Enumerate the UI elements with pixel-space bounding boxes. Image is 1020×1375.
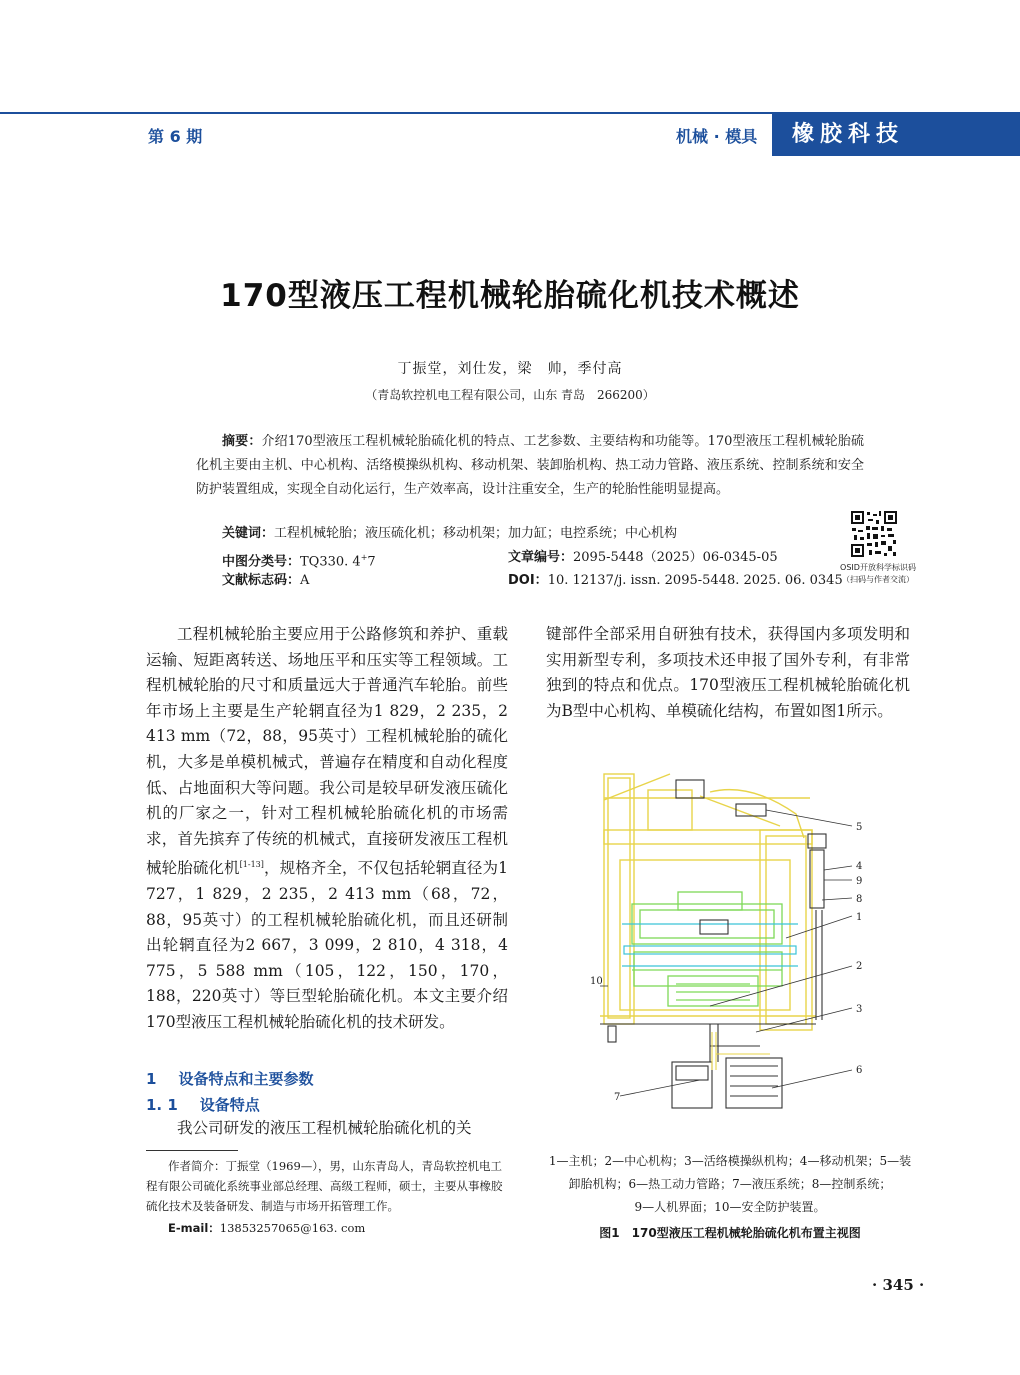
callout-2: 2 xyxy=(856,961,863,972)
figure-1-drawing xyxy=(560,770,880,1115)
callout-8: 8 xyxy=(856,894,863,905)
section-label: 机械 · 模具 xyxy=(676,127,758,146)
section-number: 1 xyxy=(146,1070,157,1088)
clc-tail: 7 xyxy=(367,554,376,570)
figure-title: 图1 170型液压工程机械轮胎硫化机布置主视图 xyxy=(599,1226,861,1240)
figure-legend-line1: 1—主机；2—中心机构；3—活络模操纵机构；4—移动机架；5—装 xyxy=(548,1154,912,1168)
author-list: 丁振堂，刘仕发，梁 帅，季付高 xyxy=(397,361,623,377)
callout-6: 6 xyxy=(856,1065,863,1076)
doi-value: 10. 12137/j. issn. 2095-5448. 2025. 06. 0345 xyxy=(547,573,843,588)
qr-caption-line1: OSID开放科学标识码 xyxy=(840,563,916,572)
section-title: 设备特点和主要参数 xyxy=(178,1070,314,1088)
subsection-title: 设备特点 xyxy=(199,1096,260,1114)
intro-text-a: 工程机械轮胎主要应用于公路修筑和养护、重载运输、短距离转送、场地压平和压实等工程领域。工程机械轮胎的尺寸和质量远大于普通汽车轮胎。前些年市场上主要是生产轮辋直径为1 829，2 235，2 413 mm（72，88，95英寸）工程机械轮胎的硫化机，大多是单模机械式，普遍存在精度和自动化程度低、占地面积大等问题。我公司是较早研发液压硫化机的厂家之一，针对工程机械轮胎硫化机的市场需求，首先摈弃了传统的机械式，直接研发液压工程机械轮胎硫化机 xyxy=(146,625,508,878)
body-left-column xyxy=(146,622,508,1036)
clc-sup: + xyxy=(360,553,368,562)
reference-citation[interactable]: [1-13] xyxy=(239,860,264,870)
issue-label: 第 6 期 xyxy=(148,127,203,146)
article-no-value: 2095-5448（2025）06-0345-05 xyxy=(573,550,778,565)
doi-label: DOI： xyxy=(508,573,548,588)
footnote-rule xyxy=(146,1150,238,1151)
abstract xyxy=(196,430,864,502)
abstract-text: 介绍170型液压工程机械轮胎硫化机的特点、工艺参数、主要结构和功能等。170型液压工程机械轮胎硫化机主要由主机、中心机构、活络模操纵机构、移动机架、装卸胎机构、热工动力管路、液压系统、控制系统和安全防护装置组成，实现全自动化运行，生产效率高，设计注重安全，生产的轮胎性能明显提高。 xyxy=(196,434,864,497)
callout-1: 1 xyxy=(856,912,863,923)
keywords xyxy=(222,524,677,544)
clc-number xyxy=(222,548,376,572)
article-number xyxy=(508,548,778,568)
email-label: E-mail： xyxy=(168,1221,220,1235)
qr-caption-line2: （扫码与作者交流） xyxy=(842,575,914,584)
article-title: 170型液压工程机械轮胎硫化机技术概述 xyxy=(220,278,800,314)
callout-leaders xyxy=(600,810,852,1096)
platen-lines xyxy=(622,924,798,966)
keywords-text: 工程机械轮胎；液压硫化机；移动机架；加力缸；电控系统；中心机构 xyxy=(274,526,678,541)
document-code xyxy=(222,571,309,591)
subsection-number: 1. 1 xyxy=(146,1096,178,1114)
features-paragraph: 我公司研发的液压工程机械轮胎硫化机的关 xyxy=(177,1119,472,1137)
keywords-label: 关键词： xyxy=(222,526,275,541)
affiliation: （青岛软控机电工程有限公司，山东 青岛 266200） xyxy=(365,388,655,402)
doc-code-value: A xyxy=(300,573,310,588)
abstract-label: 摘要： xyxy=(222,434,262,449)
email-value[interactable]: 13853257065@163. com xyxy=(219,1221,366,1235)
section-heading-1 xyxy=(146,1068,313,1089)
figure-legend xyxy=(540,1150,920,1219)
author-email xyxy=(168,1220,365,1236)
journal-name: 橡胶科技 xyxy=(772,114,1020,156)
body-right-column xyxy=(546,622,910,724)
callout-7: 7 xyxy=(614,1092,621,1103)
qr-code[interactable] xyxy=(850,510,898,558)
callout-5: 5 xyxy=(856,822,863,833)
callout-3: 3 xyxy=(856,1004,863,1015)
author-bio: 作者简介：丁振堂（1969—），男，山东青岛人，青岛软控机电工程有限公司硫化系统事业部总经理、高级工程师，硕士，主要从事橡胶硫化技术及装备研发、制造与市场开拓管理工作。 xyxy=(146,1159,503,1213)
figure-legend-line3: 9—人机界面；10—安全防护装置。 xyxy=(634,1200,826,1214)
page-number: · 345 · xyxy=(872,1276,925,1294)
subsection-heading-1-1 xyxy=(146,1094,260,1115)
right-paragraph: 键部件全部采用自研独有技术，获得国内多项发明和实用新型专利，多项技术还申报了国外专利，有非常独到的特点和优点。170型液压工程机械轮胎硫化机为B型中心机构、单模硫化结构，布置如图1所示。 xyxy=(546,625,910,720)
callout-10: 10 xyxy=(590,976,603,987)
intro-paragraph xyxy=(146,622,508,1036)
clc-value: TQ330. 4 xyxy=(300,554,361,570)
doi xyxy=(508,571,843,591)
intro-text-b: ，规格齐全，不仅包括轮辋直径为1 727，1 829，2 235，2 413 mm（68，72，88，95英寸）的工程机械轮胎硫化机，而且还研制出轮辋直径为2 667，3 099，2 810，4 318，4 775，5 588 mm（105，122，150，170，188，220英寸）等巨型轮胎硫化机。本文主要介绍170型液压工程机械轮胎硫化机的技术研发。 xyxy=(146,859,508,1032)
callout-4: 4 xyxy=(856,861,863,872)
clc-label: 中图分类号： xyxy=(222,554,301,570)
qr-caption xyxy=(832,562,924,586)
article-no-label: 文章编号： xyxy=(508,550,574,565)
figure-legend-line2: 卸胎机构；6—热工动力管路；7—液压系统；8—控制系统； xyxy=(568,1177,892,1191)
piping-lines xyxy=(712,1032,770,1070)
callout-9: 9 xyxy=(856,876,863,887)
doc-code-label: 文献标志码： xyxy=(222,573,301,588)
